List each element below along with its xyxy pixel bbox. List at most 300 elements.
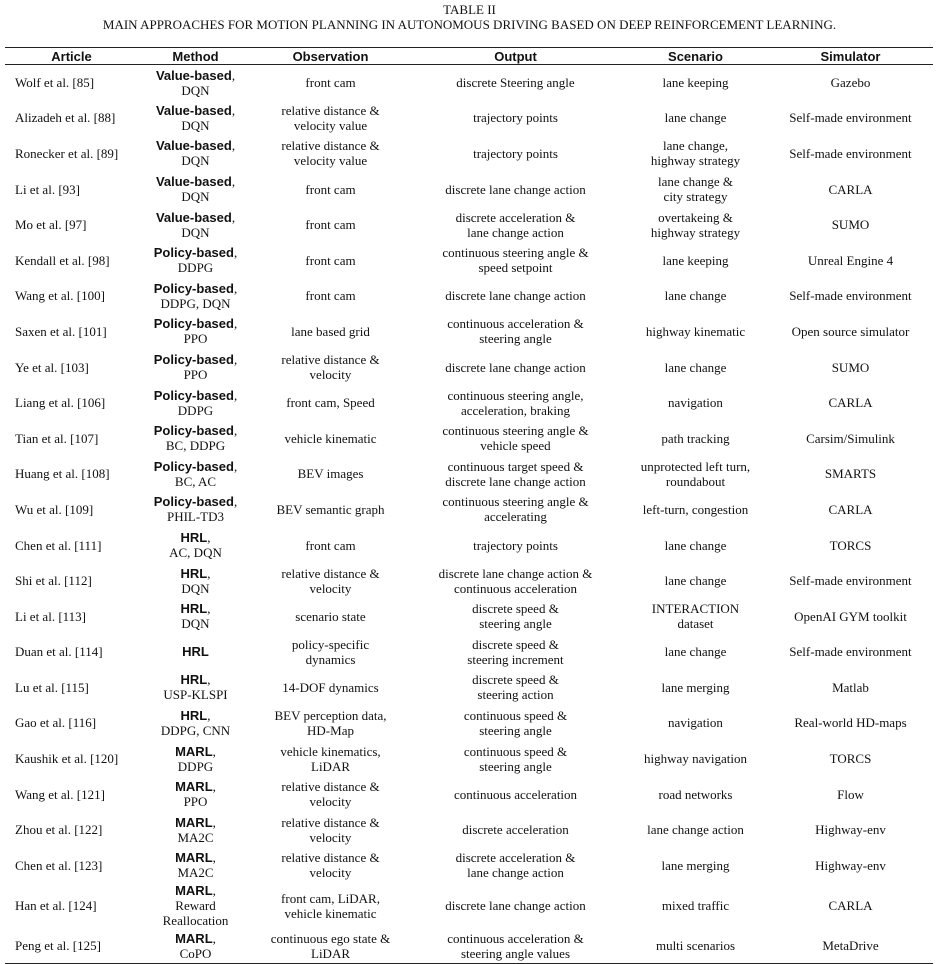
cell-article: Huang et al. [108] bbox=[15, 466, 110, 482]
output-line: discrete speed & bbox=[472, 672, 559, 688]
method-line bbox=[138, 815, 253, 830]
observation-line: scenario state bbox=[295, 608, 366, 624]
method-family: Value-based bbox=[155, 138, 232, 154]
cell-observation bbox=[253, 456, 408, 492]
cell-simulator: OpenAI GYM toolkit bbox=[794, 608, 907, 624]
cell-article: Gao et al. [116] bbox=[15, 715, 97, 731]
cell-observation bbox=[253, 100, 408, 136]
cell-scenario bbox=[623, 65, 768, 101]
scenario-line: navigation bbox=[668, 715, 723, 731]
cell-output bbox=[408, 670, 623, 706]
observation-line: front cam bbox=[305, 75, 356, 91]
cell-output bbox=[408, 456, 623, 492]
table-row bbox=[5, 278, 933, 314]
method-family: Policy-based bbox=[153, 423, 234, 439]
scenario-line: dataset bbox=[677, 616, 714, 632]
cell-simulator: SUMO bbox=[831, 359, 870, 375]
method-algorithms: DDPG bbox=[177, 260, 214, 276]
cell-output bbox=[408, 171, 623, 207]
cell-simulator: CARLA bbox=[828, 501, 873, 517]
method-comma: , bbox=[233, 458, 238, 474]
method-algorithms: DDPG bbox=[177, 402, 214, 418]
cell-article: Tian et al. [107] bbox=[15, 430, 99, 446]
method-line bbox=[138, 138, 253, 153]
method-family: Policy-based bbox=[153, 280, 234, 296]
cell-simulator: Gazebo bbox=[830, 75, 871, 91]
observation-line: front cam bbox=[305, 181, 356, 197]
cell-observation bbox=[253, 242, 408, 278]
cell-observation bbox=[253, 634, 408, 670]
observation-line: vehicle kinematics, bbox=[280, 743, 381, 759]
scenario-line: lane change & bbox=[657, 174, 734, 190]
method-family: Policy-based bbox=[153, 245, 234, 261]
cell-article: Han et al. [124] bbox=[15, 898, 97, 914]
cell-scenario bbox=[623, 278, 768, 314]
table-caption bbox=[0, 0, 939, 32]
cell-article: Lu et al. [115] bbox=[15, 679, 89, 695]
cell-method bbox=[138, 349, 253, 385]
method-line bbox=[138, 883, 253, 898]
method-line bbox=[138, 708, 253, 723]
observation-line: relative distance & bbox=[281, 352, 380, 368]
cell-article: Zhou et al. [122] bbox=[15, 822, 103, 838]
method-algorithms: DQN bbox=[181, 82, 210, 98]
cell-observation bbox=[253, 928, 408, 964]
cell-method bbox=[138, 136, 253, 172]
cell-output bbox=[408, 314, 623, 350]
table-row bbox=[5, 598, 933, 634]
cell-observation bbox=[253, 171, 408, 207]
cell-simulator: TORCS bbox=[829, 751, 872, 767]
observation-line: front cam bbox=[305, 252, 356, 268]
cell-scenario bbox=[623, 242, 768, 278]
cell-method bbox=[138, 492, 253, 528]
cell-output bbox=[408, 349, 623, 385]
cell-article: Chen et al. [123] bbox=[15, 857, 103, 873]
method-algorithms: AC, DQN bbox=[169, 545, 222, 561]
method-algorithms: DQN bbox=[181, 224, 210, 240]
cell-observation bbox=[253, 812, 408, 848]
method-comma: , bbox=[231, 174, 236, 190]
cell-scenario bbox=[623, 171, 768, 207]
scenario-line: lane change, bbox=[663, 138, 728, 154]
output-line: acceleration, braking bbox=[461, 402, 570, 418]
cell-simulator: SMARTS bbox=[824, 466, 877, 482]
method-algorithms: Reward Reallocation bbox=[162, 898, 229, 929]
cell-simulator: Highway-env bbox=[815, 857, 886, 873]
cell-article: Chen et al. [111] bbox=[15, 537, 102, 553]
cell-scenario bbox=[623, 207, 768, 243]
method-line bbox=[138, 530, 253, 545]
observation-line: policy-specific bbox=[291, 636, 370, 652]
scenario-line: multi scenarios bbox=[655, 938, 736, 954]
method-comma: , bbox=[212, 814, 216, 830]
cell-scenario bbox=[623, 705, 768, 741]
cell-output bbox=[408, 492, 623, 528]
cell-output bbox=[408, 278, 623, 314]
table-row bbox=[5, 527, 933, 563]
observation-line: dynamics bbox=[305, 651, 356, 667]
cell-scenario bbox=[623, 100, 768, 136]
cell-method bbox=[138, 171, 253, 207]
cell-scenario bbox=[623, 634, 768, 670]
cell-output bbox=[408, 848, 623, 884]
method-family: HRL bbox=[180, 707, 208, 723]
cell-output bbox=[408, 242, 623, 278]
output-line: discrete acceleration & bbox=[455, 850, 576, 866]
cell-simulator: CARLA bbox=[828, 181, 873, 197]
scenario-line: unprotected left turn, bbox=[640, 458, 751, 474]
scenario-line: lane change bbox=[664, 110, 727, 126]
cell-scenario bbox=[623, 420, 768, 456]
cell-output bbox=[408, 705, 623, 741]
table-row bbox=[5, 741, 933, 777]
header-scenario: Scenario bbox=[668, 48, 723, 64]
table-row bbox=[5, 65, 933, 101]
cell-output bbox=[408, 207, 623, 243]
cell-scenario bbox=[623, 456, 768, 492]
cell-simulator: Self-made environment bbox=[789, 110, 912, 126]
cell-output bbox=[408, 563, 623, 599]
cell-simulator: MetaDrive bbox=[822, 938, 879, 954]
method-line bbox=[138, 174, 253, 189]
observation-line: vehicle kinematic bbox=[284, 430, 377, 446]
observation-line: velocity bbox=[309, 829, 352, 845]
method-comma: , bbox=[233, 352, 238, 368]
method-family: HRL bbox=[180, 672, 208, 688]
header-observation: Observation bbox=[292, 48, 369, 64]
cell-simulator: Self-made environment bbox=[789, 644, 912, 660]
method-family: Policy-based bbox=[153, 494, 234, 510]
output-line: vehicle speed bbox=[480, 438, 551, 454]
method-comma: , bbox=[212, 779, 216, 795]
method-line bbox=[138, 388, 253, 403]
scenario-line: INTERACTION bbox=[651, 601, 740, 617]
cell-method bbox=[138, 741, 253, 777]
output-line: discrete acceleration & bbox=[455, 209, 576, 225]
method-line bbox=[138, 494, 253, 509]
observation-line: LiDAR bbox=[311, 945, 350, 961]
observation-line: velocity bbox=[309, 580, 352, 596]
method-comma: , bbox=[233, 245, 238, 261]
cell-scenario bbox=[623, 349, 768, 385]
cell-output bbox=[408, 928, 623, 964]
scenario-line: path tracking bbox=[661, 430, 730, 446]
cell-article: Wang et al. [100] bbox=[15, 288, 105, 304]
cell-output bbox=[408, 812, 623, 848]
observation-line: lane based grid bbox=[291, 323, 370, 339]
output-line: continuous acceleration bbox=[453, 580, 578, 596]
table-row bbox=[5, 563, 933, 599]
output-line: continuous steering angle & bbox=[442, 494, 589, 510]
method-family: Policy-based bbox=[153, 387, 234, 403]
cell-scenario bbox=[623, 928, 768, 964]
observation-line: BEV images bbox=[297, 466, 364, 482]
output-line: continuous speed & bbox=[463, 707, 568, 723]
cell-simulator: Carsim/Simulink bbox=[806, 430, 895, 446]
table-row bbox=[5, 848, 933, 884]
method-line bbox=[138, 459, 253, 474]
cell-article: Shi et al. [112] bbox=[15, 573, 92, 589]
scenario-line: lane change bbox=[664, 573, 727, 589]
scenario-line: highway navigation bbox=[644, 751, 747, 767]
method-algorithms: PPO bbox=[183, 331, 208, 347]
observation-line: BEV semantic graph bbox=[276, 501, 385, 517]
cell-scenario bbox=[623, 883, 768, 928]
cell-method bbox=[138, 527, 253, 563]
method-comma: , bbox=[231, 138, 236, 154]
cell-method bbox=[138, 242, 253, 278]
output-line: steering angle bbox=[479, 758, 552, 774]
output-line: continuous acceleration bbox=[453, 786, 578, 802]
output-line: discrete Steering angle bbox=[456, 75, 575, 91]
cell-observation bbox=[253, 385, 408, 421]
cell-method bbox=[138, 207, 253, 243]
method-family: Value-based bbox=[155, 102, 232, 118]
method-line bbox=[138, 672, 253, 687]
cell-article: Kendall et al. [98] bbox=[15, 252, 110, 268]
table-row bbox=[5, 812, 933, 848]
method-line bbox=[138, 281, 253, 296]
header-article: Article bbox=[51, 48, 92, 64]
method-comma: , bbox=[212, 930, 216, 946]
cell-method bbox=[138, 776, 253, 812]
method-line bbox=[138, 566, 253, 581]
method-comma: , bbox=[207, 565, 211, 581]
cell-simulator: Self-made environment bbox=[789, 288, 912, 304]
header-output: Output bbox=[494, 48, 537, 64]
cell-scenario bbox=[623, 385, 768, 421]
table-row bbox=[5, 420, 933, 456]
observation-line: LiDAR bbox=[311, 758, 350, 774]
cell-method bbox=[138, 100, 253, 136]
scenario-line: lane merging bbox=[661, 679, 730, 695]
scenario-line: road networks bbox=[658, 786, 733, 802]
observation-line: BEV perception data, bbox=[274, 707, 387, 723]
output-line: steering action bbox=[477, 687, 554, 703]
output-line: discrete lane change action bbox=[445, 898, 586, 914]
cell-scenario bbox=[623, 848, 768, 884]
method-line bbox=[138, 850, 253, 865]
method-line bbox=[138, 103, 253, 118]
cell-observation bbox=[253, 598, 408, 634]
scenario-line: overtakeing & bbox=[658, 209, 733, 225]
method-algorithms: DQN bbox=[181, 117, 210, 133]
method-comma: , bbox=[231, 209, 236, 225]
table-row bbox=[5, 242, 933, 278]
method-comma: , bbox=[233, 387, 238, 403]
cell-method bbox=[138, 848, 253, 884]
cell-observation bbox=[253, 349, 408, 385]
method-family: MARL bbox=[175, 814, 213, 830]
scenario-line: lane keeping bbox=[662, 75, 729, 91]
output-line: trajectory points bbox=[473, 145, 558, 161]
observation-line: velocity bbox=[309, 794, 352, 810]
scenario-line: lane change action bbox=[647, 822, 744, 838]
method-line bbox=[138, 352, 253, 367]
method-family: Value-based bbox=[155, 209, 232, 225]
table-row bbox=[5, 705, 933, 741]
table-row bbox=[5, 883, 933, 928]
observation-line: front cam bbox=[305, 288, 356, 304]
output-line: trajectory points bbox=[473, 537, 558, 553]
cell-observation bbox=[253, 883, 408, 928]
cell-article: Wolf et al. [85] bbox=[15, 75, 95, 91]
output-line: lane change action bbox=[467, 224, 564, 240]
scenario-line: highway strategy bbox=[650, 224, 741, 240]
output-line: lane change action bbox=[467, 865, 564, 881]
output-line: continuous acceleration & bbox=[447, 930, 584, 946]
scenario-line: lane change bbox=[664, 359, 727, 375]
cell-method bbox=[138, 420, 253, 456]
scenario-line: lane change bbox=[664, 288, 727, 304]
cell-observation bbox=[253, 705, 408, 741]
cell-article: Li et al. [93] bbox=[15, 181, 80, 197]
method-algorithms: PPO bbox=[183, 794, 208, 810]
cell-scenario bbox=[623, 563, 768, 599]
cell-scenario bbox=[623, 776, 768, 812]
cell-observation bbox=[253, 848, 408, 884]
cell-method bbox=[138, 634, 253, 670]
cell-method bbox=[138, 928, 253, 964]
cell-method bbox=[138, 563, 253, 599]
scenario-line: lane keeping bbox=[662, 252, 729, 268]
cell-simulator: Unreal Engine 4 bbox=[807, 252, 894, 268]
method-algorithms: CoPO bbox=[179, 945, 212, 961]
output-line: discrete speed & bbox=[472, 601, 559, 617]
cell-output bbox=[408, 136, 623, 172]
method-algorithms: DDPG, CNN bbox=[160, 722, 231, 738]
observation-line: relative distance & bbox=[281, 850, 380, 866]
cell-observation bbox=[253, 207, 408, 243]
cell-method bbox=[138, 65, 253, 101]
cell-scenario bbox=[623, 598, 768, 634]
scenario-line: mixed traffic bbox=[661, 898, 730, 914]
cell-output bbox=[408, 385, 623, 421]
cell-simulator: Highway-env bbox=[815, 822, 886, 838]
cell-scenario bbox=[623, 741, 768, 777]
method-comma: , bbox=[233, 423, 238, 439]
method-family: Value-based bbox=[155, 67, 232, 83]
method-algorithms: MA2C bbox=[177, 865, 214, 881]
cell-article: Liang et al. [106] bbox=[15, 395, 106, 411]
cell-method bbox=[138, 705, 253, 741]
cell-output bbox=[408, 420, 623, 456]
observation-line: relative distance & bbox=[281, 814, 380, 830]
method-family: HRL bbox=[180, 601, 208, 617]
output-line: discrete acceleration bbox=[462, 822, 569, 838]
cell-observation bbox=[253, 670, 408, 706]
method-comma: , bbox=[207, 672, 211, 688]
table-row bbox=[5, 349, 933, 385]
method-line bbox=[138, 210, 253, 225]
cell-simulator: CARLA bbox=[828, 395, 873, 411]
scenario-line: lane change bbox=[664, 537, 727, 553]
output-line: discrete speed & bbox=[472, 636, 559, 652]
table-row bbox=[5, 492, 933, 528]
cell-method bbox=[138, 883, 253, 928]
cell-article: Alizadeh et al. [88] bbox=[15, 110, 116, 126]
cell-scenario bbox=[623, 812, 768, 848]
output-line: speed setpoint bbox=[478, 260, 553, 276]
method-family: MARL bbox=[175, 743, 213, 759]
method-comma: , bbox=[233, 316, 238, 332]
method-family: MARL bbox=[175, 850, 213, 866]
cell-observation bbox=[253, 314, 408, 350]
cell-scenario bbox=[623, 314, 768, 350]
cell-observation bbox=[253, 776, 408, 812]
observation-line: continuous ego state & bbox=[270, 930, 391, 946]
cell-observation bbox=[253, 420, 408, 456]
output-line: continuous speed & bbox=[463, 743, 568, 759]
scenario-line: city strategy bbox=[663, 189, 728, 205]
output-line: continuous acceleration & bbox=[447, 316, 584, 332]
method-family: Value-based bbox=[155, 174, 232, 190]
method-line bbox=[138, 744, 253, 759]
method-family: HRL bbox=[180, 565, 208, 581]
method-family: HRL bbox=[180, 530, 208, 546]
observation-line: front cam bbox=[305, 537, 356, 553]
observation-line: relative distance & bbox=[281, 779, 380, 795]
observation-line: velocity value bbox=[293, 117, 368, 133]
output-line: steering angle bbox=[479, 331, 552, 347]
table-row bbox=[5, 171, 933, 207]
cell-output bbox=[408, 100, 623, 136]
cell-article: Wu et al. [109] bbox=[15, 501, 94, 517]
output-line: steering increment bbox=[467, 651, 564, 667]
observation-line: front cam, LiDAR, bbox=[281, 890, 380, 906]
cell-method bbox=[138, 598, 253, 634]
approaches-table bbox=[5, 47, 933, 964]
method-line bbox=[138, 931, 253, 946]
cell-article: Ronecker et al. [89] bbox=[15, 145, 119, 161]
table-row bbox=[5, 314, 933, 350]
cell-article: Mo et al. [97] bbox=[15, 217, 87, 233]
method-family: Policy-based bbox=[153, 458, 234, 474]
output-line: discrete lane change action bbox=[445, 473, 586, 489]
cell-simulator: Open source simulator bbox=[791, 323, 910, 339]
method-comma: , bbox=[207, 530, 211, 546]
method-algorithms: DDPG bbox=[177, 758, 214, 774]
output-line: discrete lane change action bbox=[445, 288, 586, 304]
cell-article: Wang et al. [121] bbox=[15, 786, 105, 802]
cell-output bbox=[408, 883, 623, 928]
scenario-line: highway strategy bbox=[650, 153, 741, 169]
method-line bbox=[138, 245, 253, 260]
cell-method bbox=[138, 278, 253, 314]
observation-line: vehicle kinematic bbox=[284, 905, 377, 921]
observation-line: velocity bbox=[309, 367, 352, 383]
output-line: continuous steering angle & bbox=[442, 423, 589, 439]
table-header-row bbox=[5, 48, 933, 65]
method-algorithms: BC, AC bbox=[174, 473, 217, 489]
cell-article: Li et al. [113] bbox=[15, 608, 86, 624]
method-algorithms: MA2C bbox=[177, 829, 214, 845]
method-family: MARL bbox=[175, 883, 213, 899]
scenario-line: highway kinematic bbox=[645, 323, 746, 339]
output-line: steering angle bbox=[479, 616, 552, 632]
cell-simulator: CARLA bbox=[828, 898, 873, 914]
table-row bbox=[5, 456, 933, 492]
method-family: MARL bbox=[175, 779, 213, 795]
output-line: trajectory points bbox=[473, 110, 558, 126]
cell-article: Kaushik et al. [120] bbox=[15, 751, 119, 767]
method-comma: , bbox=[212, 850, 216, 866]
cell-observation bbox=[253, 136, 408, 172]
cell-output bbox=[408, 65, 623, 101]
cell-simulator: Flow bbox=[837, 786, 864, 802]
cell-article: Peng et al. [125] bbox=[15, 938, 101, 954]
